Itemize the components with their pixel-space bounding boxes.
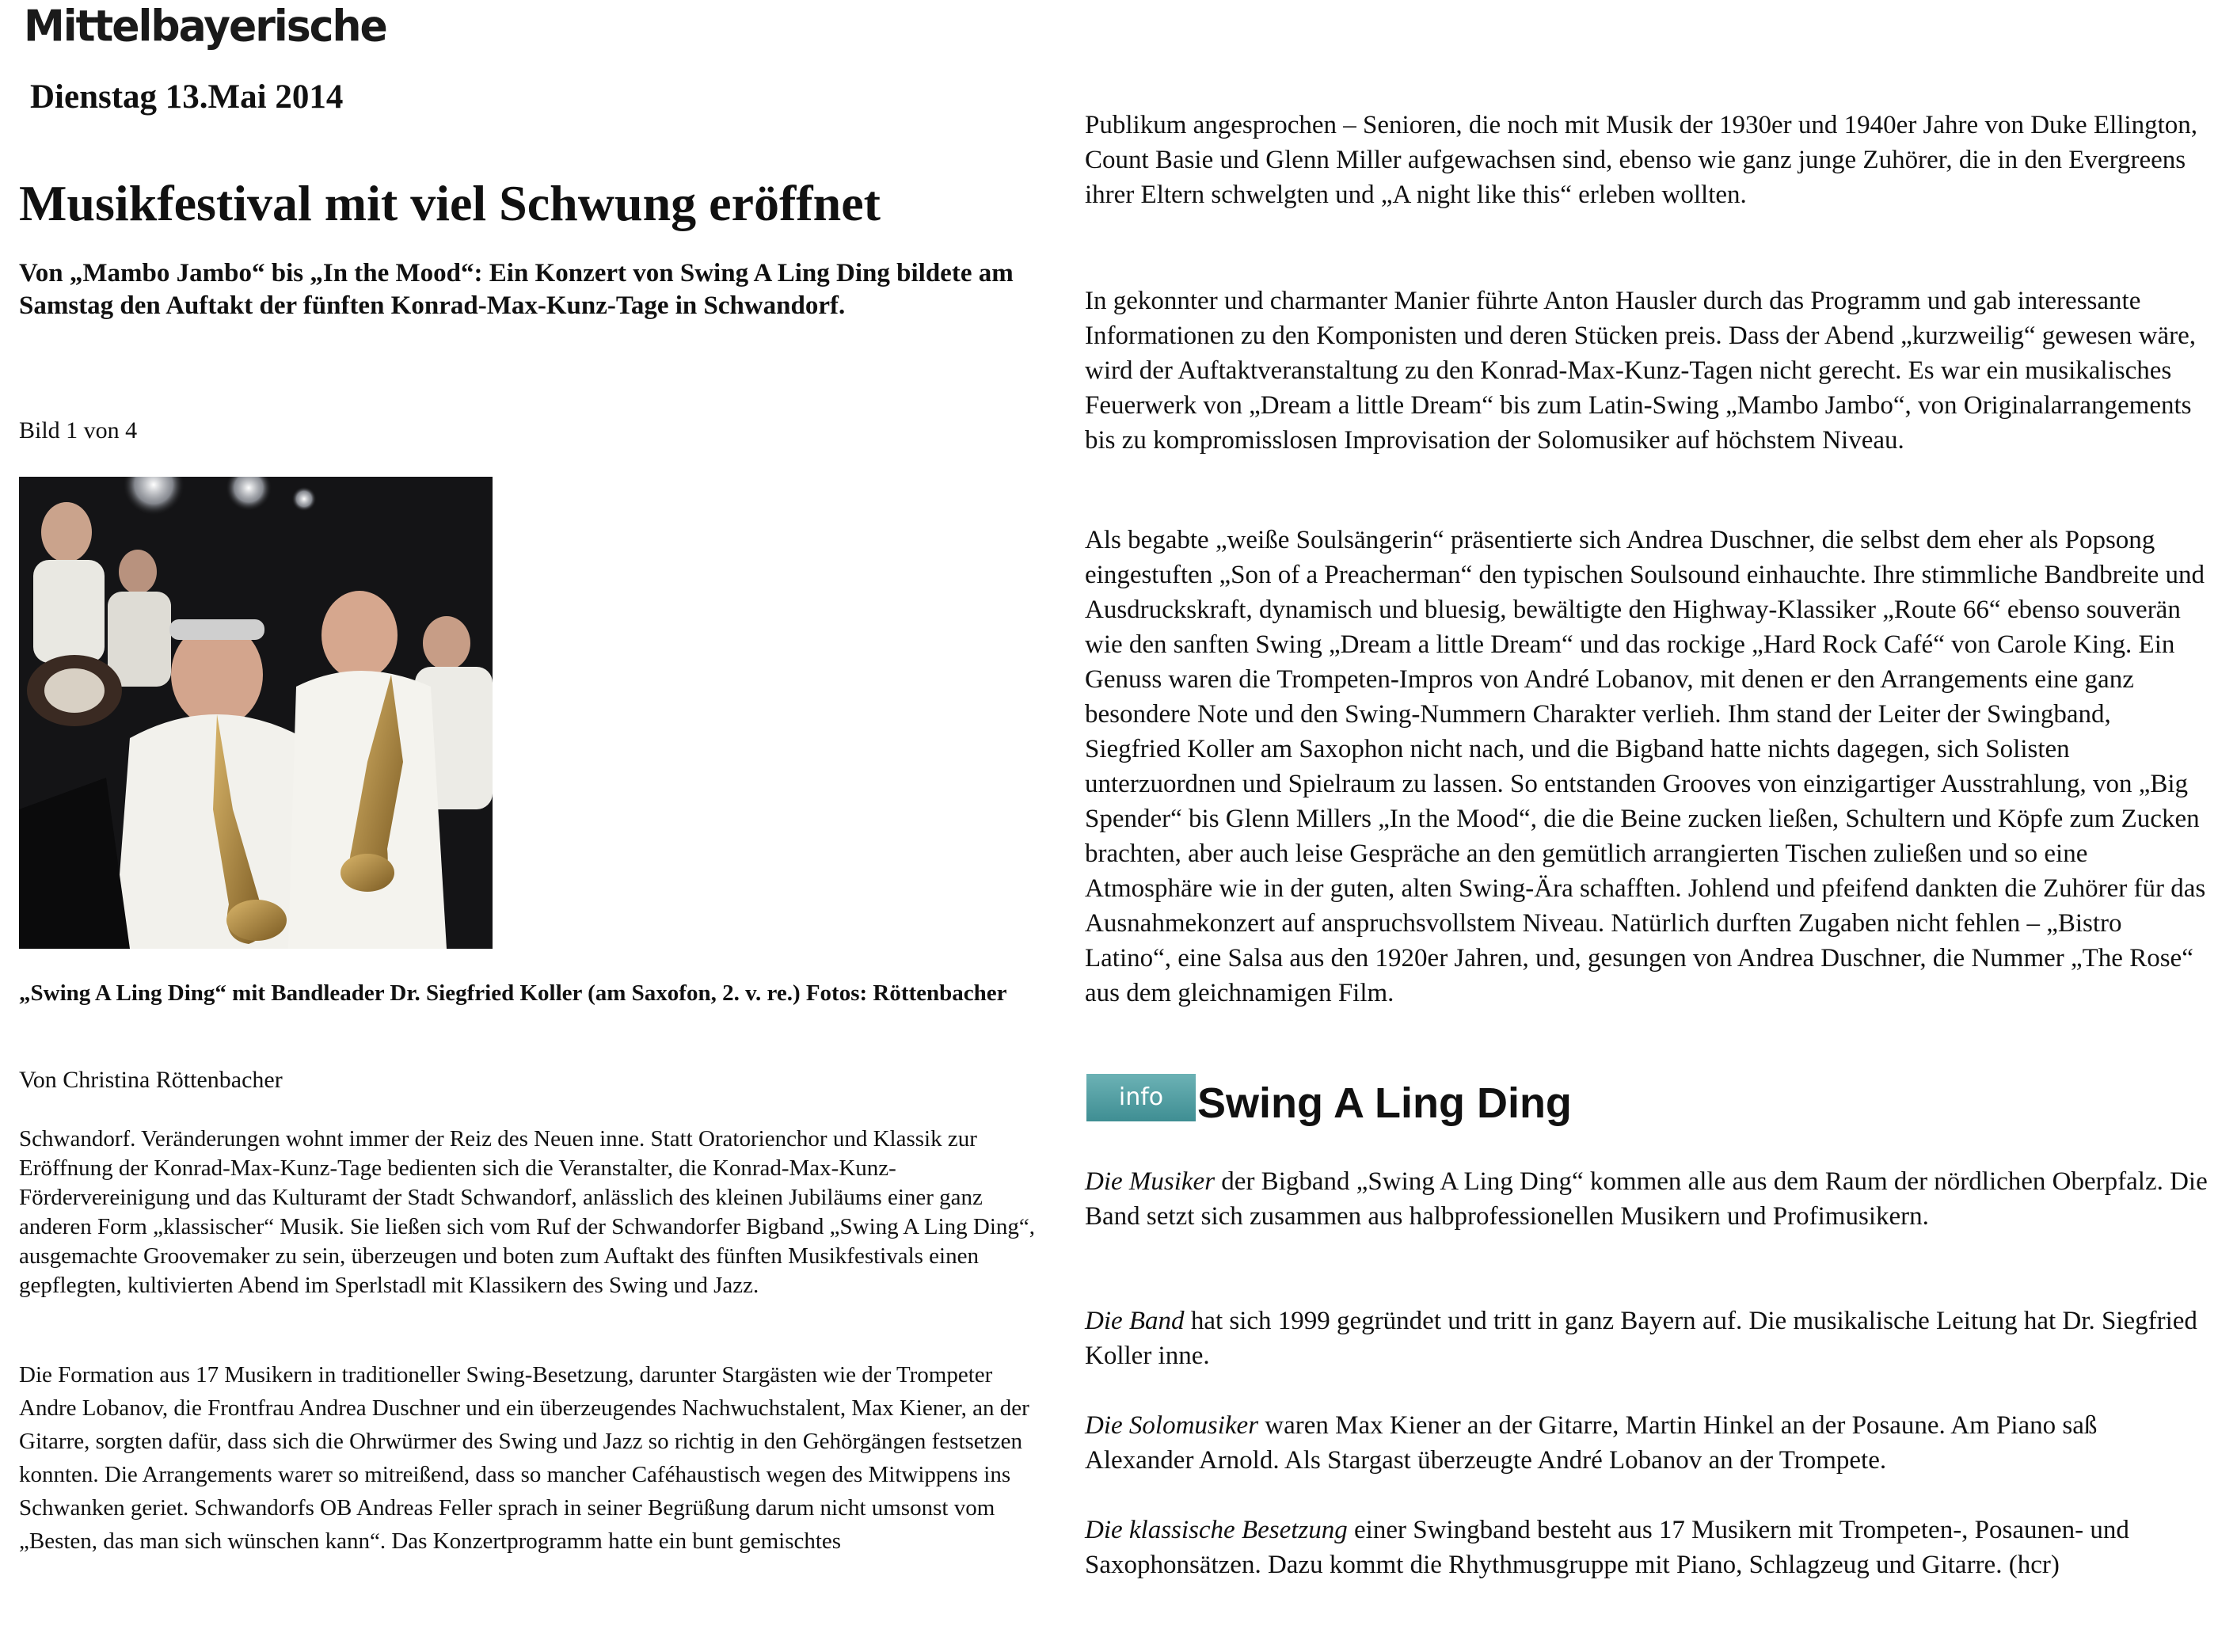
gallery-pager[interactable]: Bild 1 von 4 <box>19 417 138 443</box>
info-badge: info <box>1086 1074 1196 1121</box>
info-term: Die Solomusiker <box>1085 1411 1259 1440</box>
body-paragraph-right-3: Als begabte „weiße Soulsängerin“ präsentierte sich Andrea Duschner, die selbst dem eher als Popsong eingestuften „Son of a Preacherman“ den typischen Soulsound einhauchte. Ihre stimmliche Bandbreite und Ausdruckskraft, dynamisch und bluesig, bewältigte den Highway-Klassiker „Route 66“ ebenso souverän wie den sanften Swing „Dream a little Dream“ und das rockige „Hard Rock Café“ von Carole King. Ein Genuss waren die Trompeten-Impros von André Lobanov, mit denen er den Arrangements eine ganz besondere Note und den Swing-Nummern Charakter verlieh. Ihm stand der Leiter der Swingband, Siegfried Koller am Saxophon nicht nach, und die Bigband hatte nichts dagegen, sich Solisten unterzuordnen und Spielraum zu lassen. So entstanden Grooves von einzigartiger Ausstrahlung, von „Big Spender“ bis Glenn Millers „In the Mood“, die die Beine zucken ließen, Schultern und Köpfe zum Zucken brachten, aber auch leise Gespräche an den gemütlich arrangierten Tischen zuließen und so eine Atmosphäre wie in der guten, alten Swing-Ära schafften. Johlend und pfeifend dankten die Zuhörer für das Ausnahmekonzert auf anspruchsvollstem Niveau. Natürlich durften Zugaben nicht fehlen – „Bistro Latino“, eine Salsa aus den 1920er Jahren, und, gesungen von Andrea Duschner, die Nummer „The Rose“ aus dem gleichnamigen Film. <box>1085 526 2206 1007</box>
body-paragraph-left-2: Die Formation aus 17 Musikern in traditioneller Swing-Besetzung, darunter Stargästen wie der Trompeter Andre Lobanov, die Frontfrau Andrea Duschner und ein überzeugendes Nachwuchstalent, Max Kiener, an der Gitarre, sorgten dafür, dass sich die Ohrwürmer des Swing und Jazz so richtig in den Gehörgängen festsetzen konnten. Die Arrangements wareт so mitreißend, dass so mancher Caféhaustisch wegen des Mitwippens ins Schwanken geriet. Schwandorfs OB Andreas Feller sprach in seiner Begrüßung darum nicht umsonst vom „Besten, das man sich wünschen kann“. Das Konzertprogramm hatte ein bunt gemischtes <box>19 1362 1029 1554</box>
info-text: der Bigband „Swing A Ling Ding“ kommen alle aus dem Raum der nördlichen Oberpfalz. Die Band setzt sich zusammen aus halbprofessionellen Musikern und Profimusikern. <box>1085 1167 2208 1231</box>
info-title: Swing A Ling Ding <box>1197 1079 1572 1127</box>
body-paragraph-left-1: Schwandorf. Veränderungen wohnt immer der Reiz des Neuen inne. Statt Oratorienchor und Klassik zur Eröffnung der Konrad-Max-Kunz-Tage bedienten sich die Veranstalter, die Konrad-Max-Kunz-Fördervereinigung und das Kulturamt der Stadt Schwandorf, anlässlich des kleinen Jubiläums einer ganz anderen Form „klassischer“ Musik. Sie ließen sich vom Ruf der Schwandorfer Bigband „Swing A Ling Ding“, ausgemachte Groovemaker zu sein, überzeugen und boten zum Auftakt des fünften Musikfestivals einen gepflegten, kultivierten Abend im Sperlstadl mit Klassikern des Swing und Jazz. <box>19 1126 1036 1298</box>
info-item-solomusiker <box>1085 1408 2209 1478</box>
publication-date: Dienstag 13.Mai 2014 <box>30 78 344 116</box>
info-item-musiker <box>1085 1164 2209 1234</box>
band-photo[interactable] <box>19 477 493 949</box>
info-item-band <box>1085 1304 2209 1373</box>
body-paragraph-right-1: Publikum angesprochen – Senioren, die noch mit Musik der 1930er und 1940er Jahre von Duke Ellington, Count Basie und Glenn Miller aufgewachsen sind, ebenso wie ganz junge Zuhörer, die in den Evergreens ihrer Eltern schwelgten und „A night like this“ erleben wollten. <box>1085 111 2197 209</box>
photo-caption: „Swing A Ling Ding“ mit Bandleader Dr. Siegfried Koller (am Saxofon, 2. v. re.) Fotos: Röttenbacher <box>19 980 1007 1006</box>
band-photo-illustration <box>19 477 493 949</box>
info-term: Die Band <box>1085 1307 1185 1335</box>
info-text: hat sich 1999 gegründet und tritt in ganz Bayern auf. Die musikalische Leitung hat Dr. Siegfried Koller inne. <box>1085 1307 2197 1370</box>
info-text: waren Max Kiener an der Gitarre, Martin Hinkel an der Posaune. Am Piano saß Alexander Arnold. Als Stargast überzeugte André Lobanov an der Trompete. <box>1085 1411 2098 1475</box>
article-headline: Musikfestival mit viel Schwung eröffnet <box>19 175 881 231</box>
masthead-logo: Mittelbayerische <box>24 2 386 51</box>
body-paragraph-right-2: In gekonnter und charmanter Manier führte Anton Hausler durch das Programm und gab interessante Informationen zu den Komponisten und deren Stücken preis. Dass der Abend „kurzweilig“ gewesen wäre, wird der Auftaktveranstaltung zu den Konrad-Max-Kunz-Tagen nicht gerecht. Es war ein musikalisches Feuerwerk von „Dream a little Dream“ bis zum Latin-Swing „Mambo Jambo“, von Originalarrangements bis zu kompromisslosen Improvisation der Solomusiker auf höchstem Niveau. <box>1085 287 2196 455</box>
info-text: einer Swingband besteht aus 17 Musikern mit Trompeten-, Posaunen- und Saxophonsätzen. Dazu kommt die Rhythmusgruppe mit Piano, Schlagzeug und Gitarre. (hcr) <box>1085 1516 2129 1579</box>
info-term: Die klassische Besetzung <box>1085 1516 1348 1544</box>
article-lead: Von „Mambo Jambo“ bis „In the Mood“: Ein Konzert von Swing A Ling Ding bildete am Samstag den Auftakt der fünften Konrad-Max-Kunz-Tage in Schwandorf. <box>19 259 1014 320</box>
info-term: Die Musiker <box>1085 1167 1216 1196</box>
author-byline: Von Christina Röttenbacher <box>19 1067 283 1093</box>
info-item-besetzung <box>1085 1513 2209 1582</box>
